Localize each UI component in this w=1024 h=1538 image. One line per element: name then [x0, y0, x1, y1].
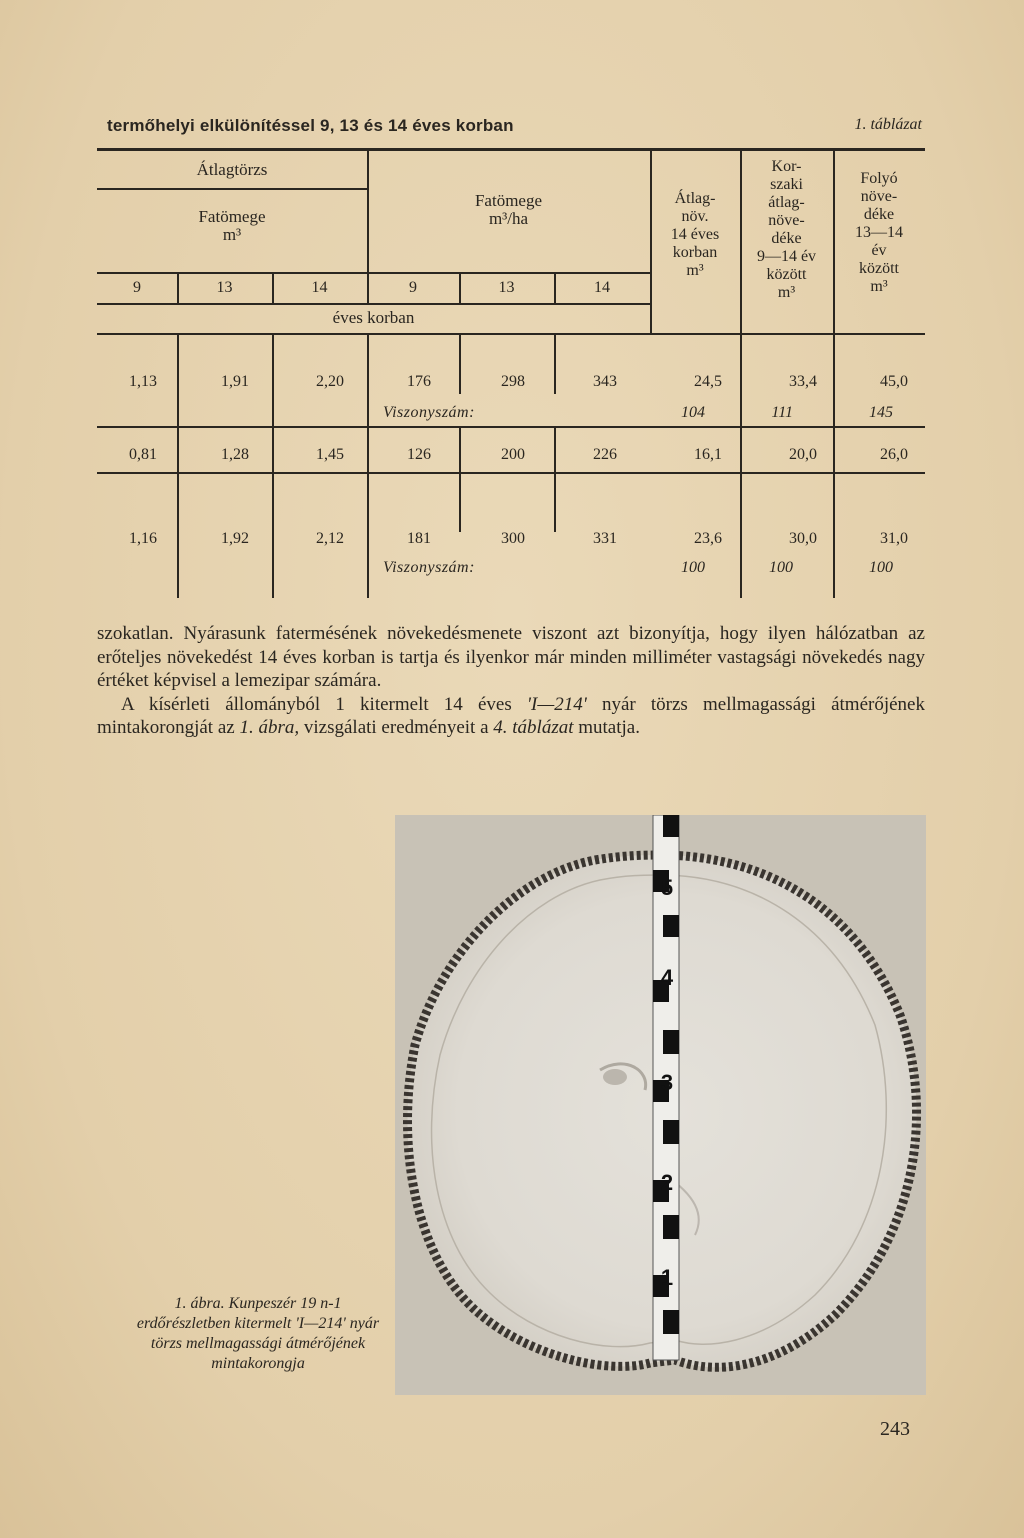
header-line: korban: [672, 244, 718, 261]
cell-value: 300: [501, 530, 525, 547]
year-13: 13: [498, 279, 515, 296]
header-line: 9—14 év: [756, 248, 817, 265]
cell-value: 1,92: [221, 530, 249, 547]
table-header-bottom-rule: [97, 333, 925, 335]
header-folyo: [833, 170, 925, 296]
table-top-rule: [97, 148, 925, 151]
table-rule: [97, 472, 925, 474]
index-value: 100: [869, 559, 893, 576]
table-rule: [97, 303, 650, 305]
cell-value: 331: [593, 530, 617, 547]
data-table: [97, 148, 925, 598]
cell-value: 126: [407, 446, 431, 463]
table-rule: [97, 188, 367, 190]
text-run: nyár törzs mellmagassági átmérőjének mintakorongját az: [97, 693, 925, 738]
cell-value: 1,13: [129, 373, 157, 390]
cell-value: 1,28: [221, 446, 249, 463]
cell-value: 45,0: [880, 373, 908, 390]
index-value: 111: [771, 404, 793, 421]
header-line: átlag-: [768, 194, 805, 211]
paragraph-2: [97, 693, 925, 740]
ruler-mark: 3: [660, 1070, 674, 1095]
year-13: 13: [216, 279, 233, 296]
header-eves-korban: éves korban: [332, 308, 415, 327]
cell-value: 343: [593, 373, 617, 390]
header-line: szaki: [770, 176, 803, 193]
header-line: Folyó: [860, 170, 898, 187]
cell-value: 0,81: [129, 446, 157, 463]
header-line: között: [766, 266, 807, 283]
header-line: növe-: [768, 212, 805, 229]
header-unit: m³/ha: [488, 209, 529, 228]
ruler-mark: 1: [660, 1265, 674, 1290]
viszonyszam-label: Viszonyszám:: [383, 404, 475, 421]
viszonyszam-label: Viszonyszám:: [383, 559, 475, 576]
header-title: termőhelyi elkülönítéssel 9, 13 és 14 éves korban: [107, 116, 514, 135]
cell-value: 226: [593, 446, 617, 463]
cell-value: 24,5: [694, 373, 722, 390]
cell-value: 298: [501, 373, 525, 390]
header-line: m³: [870, 278, 888, 295]
cell-value: 1,16: [129, 530, 157, 547]
page-number: 243: [880, 1418, 910, 1440]
figure-ref: 1. ábra,: [239, 717, 300, 738]
paragraph-1: szokatlan. Nyárasunk fatermésének növekedésmenete viszont azt bizonyítja, hogy ilyen hálózatban az erőteljes növekedést 14 éves korban is tartja és ilyenkor már minden milliméter vastagsági növekedés nagy értéket képvisel a lemezipar számára.: [97, 623, 925, 691]
header-line: 13—14: [855, 224, 903, 241]
header-line: növe-: [860, 188, 898, 205]
header-korszaki: [740, 158, 833, 302]
header-line: 14 éves: [670, 226, 720, 243]
year-9: 9: [133, 279, 141, 296]
index-value: 104: [681, 404, 705, 421]
year-14: 14: [594, 279, 610, 296]
body-text: [97, 622, 925, 740]
ruler-mark: 2: [660, 1170, 674, 1195]
tree-disc-photo: [395, 815, 926, 1395]
header-line: Kor-: [771, 158, 802, 175]
header-fatomege-m3: [97, 208, 367, 244]
cell-value: 33,4: [789, 373, 817, 390]
cell-value: 23,6: [694, 530, 722, 547]
table-rule: [97, 426, 925, 428]
clone-name: 'I—214': [526, 693, 587, 715]
header-fatomege-label: Fatömege: [198, 207, 266, 226]
header-line: m³: [777, 284, 796, 301]
cell-value: 1,45: [316, 446, 344, 463]
ruler-mark: 5: [660, 875, 674, 900]
cell-value: 200: [501, 446, 525, 463]
year-14: 14: [311, 279, 328, 296]
year-9: 9: [409, 279, 417, 296]
table-rule: [97, 272, 650, 274]
header-line: között: [859, 260, 899, 277]
header-fatomege-label: Fatömege: [474, 191, 543, 210]
ruler-mark: 4: [660, 965, 674, 990]
cell-value: 31,0: [880, 530, 908, 547]
index-value: 100: [769, 559, 793, 576]
header-atlagnov: [650, 190, 740, 280]
header-unit: m³: [222, 225, 242, 244]
cell-value: 30,0: [789, 530, 817, 547]
table-col-rule: [554, 472, 556, 532]
text-run: vizsgálati eredményeit a: [299, 717, 494, 738]
tree-disc-illustration: [395, 815, 926, 1395]
cell-value: 2,12: [316, 530, 344, 547]
cell-value: 20,0: [789, 446, 817, 463]
table-col-rule: [459, 472, 461, 532]
index-value: 145: [869, 404, 893, 421]
cell-value: 176: [407, 373, 431, 390]
cell-value: 16,1: [694, 446, 722, 463]
running-header: [107, 116, 922, 140]
figure-caption: 1. ábra. Kunpeszér 19 n-1 erdőrészletben kitermelt 'I—214' nyár törzs mellmagassági átmérőjének mintakorongja: [136, 1295, 380, 1372]
header-atlagtorzs: Átlagtörzs: [196, 160, 268, 179]
header-line: növ.: [681, 208, 709, 225]
table-ref: 4. táblázat: [493, 717, 574, 738]
text-run: mutatja.: [573, 717, 640, 738]
cell-value: 26,0: [880, 446, 908, 463]
text-run: A kísérleti állományból 1 kitermelt 14 éves: [121, 693, 527, 715]
header-fatomege-m3ha: [367, 192, 650, 228]
header-line: déke: [771, 230, 802, 247]
table-number: 1. táblázat: [854, 116, 922, 133]
header-line: déke: [863, 206, 895, 223]
cell-value: 181: [407, 530, 431, 547]
cell-value: 1,91: [221, 373, 249, 390]
cell-value: 2,20: [316, 373, 344, 390]
header-line: m³: [686, 262, 704, 279]
header-line: Átlag-: [674, 190, 716, 207]
index-value: 100: [681, 559, 705, 576]
header-line: év: [871, 242, 887, 259]
